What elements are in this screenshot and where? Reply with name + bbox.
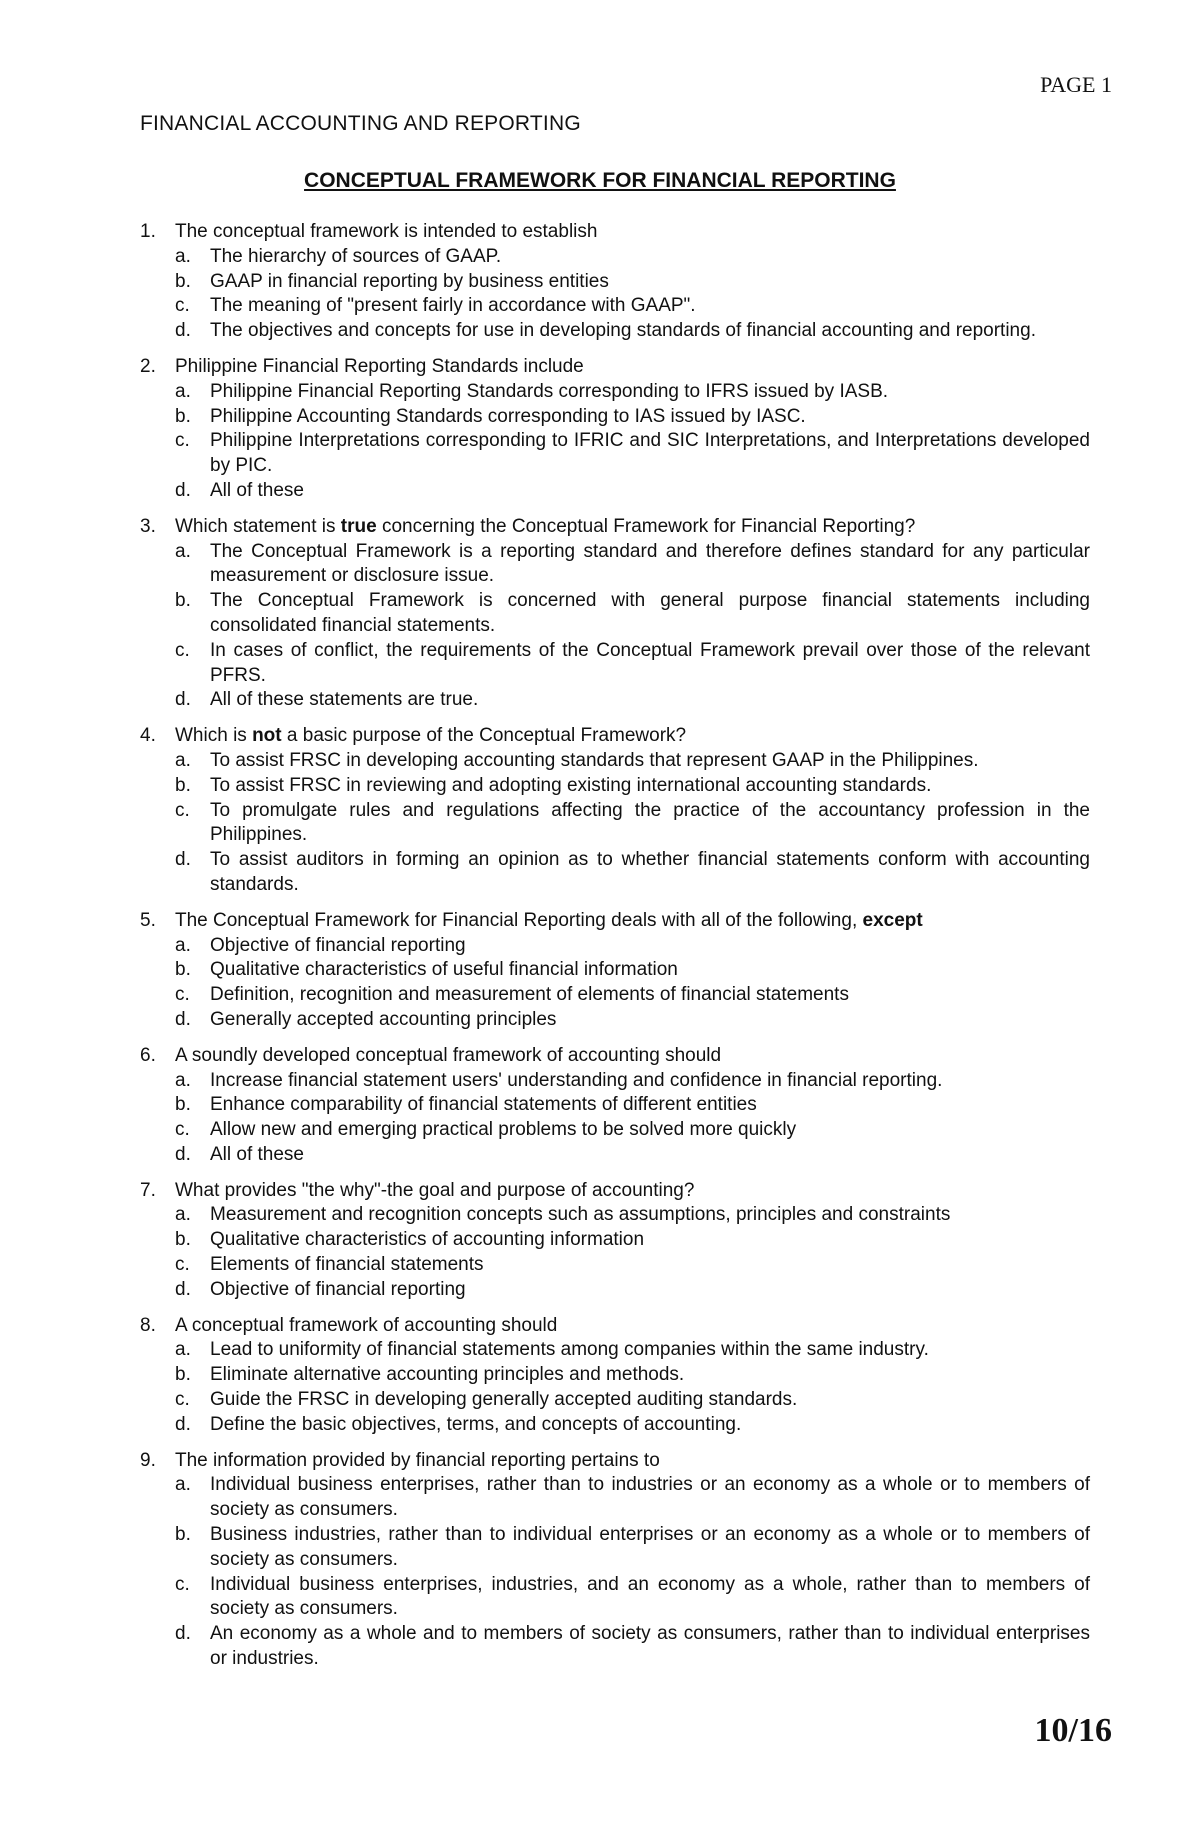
option-text: Eliminate alternative accounting principles and methods. <box>210 1364 685 1386</box>
question-number: 2. <box>140 355 156 377</box>
question-number: 7. <box>140 1179 156 1201</box>
option-letter: b. <box>175 1524 191 1546</box>
question-number: 3. <box>140 515 156 537</box>
option-letter: d. <box>175 689 191 711</box>
option-text: In cases of conflict, the requirements of the Conceptual Framework prevail over those of the relevant PFRS. <box>210 639 1090 686</box>
option-letter: b. <box>175 774 191 796</box>
option-letter: a. <box>175 245 191 267</box>
option-c <box>140 429 1090 479</box>
option-letter: d. <box>175 1413 191 1435</box>
option-letter: c. <box>175 1119 190 1141</box>
option-text: The hierarchy of sources of GAAP. <box>210 245 502 267</box>
question-number: 5. <box>140 909 156 931</box>
question-text <box>175 724 1090 749</box>
option-text: To promulgate rules and regulations affecting the practice of the accountancy profession in the Philippines. <box>210 799 1090 846</box>
question-number: 9. <box>140 1449 156 1471</box>
question-6 <box>140 1044 1090 1168</box>
option-text: The Conceptual Framework is concerned with general purpose financial statements including consolidated financial statements. <box>210 590 1090 636</box>
option-text: Allow new and emerging practical problems to be solved more quickly <box>210 1119 797 1141</box>
option-letter: b. <box>175 1094 191 1116</box>
question-list <box>140 220 1090 1683</box>
question-text-part: a basic purpose of the Conceptual Framework? <box>281 725 687 747</box>
option-c <box>140 799 1090 849</box>
question-text-part: concerning the Conceptual Framework for Financial Reporting? <box>376 515 916 537</box>
option-text: The meaning of "present fairly in accordance with GAAP". <box>210 295 696 317</box>
option-text: Generally accepted accounting principles <box>210 1008 557 1030</box>
question-text-part: The Conceptual Framework for Financial Reporting deals with all of the following, <box>175 909 863 931</box>
option-c <box>140 1388 1090 1413</box>
option-b <box>140 1093 1090 1118</box>
question-keyword: not <box>252 725 282 747</box>
option-d <box>140 1278 1090 1303</box>
question-number: 8. <box>140 1314 156 1336</box>
option-b <box>140 958 1090 983</box>
option-d <box>140 479 1090 504</box>
document-title: CONCEPTUAL FRAMEWORK FOR FINANCIAL REPORTING <box>304 169 896 192</box>
option-letter: a. <box>175 1204 191 1226</box>
option-c <box>140 1573 1090 1623</box>
option-text: Enhance comparability of financial statements of different entities <box>210 1094 757 1116</box>
option-letter: b. <box>175 270 191 292</box>
option-b <box>140 1523 1090 1573</box>
option-a <box>140 540 1090 590</box>
option-text: All of these <box>210 1143 304 1165</box>
option-text: To assist auditors in forming an opinion as to whether financial statements conform with accounting standards. <box>210 849 1090 895</box>
option-letter: d. <box>175 1008 191 1030</box>
option-letter: a. <box>175 1339 191 1361</box>
question-1 <box>140 220 1090 344</box>
question-text-part: Which statement is <box>175 515 341 537</box>
option-text: An economy as a whole and to members of society as consumers, rather than to individual enterprises or industries. <box>210 1623 1090 1670</box>
page-label: PAGE 1 <box>1040 72 1112 97</box>
option-letter: b. <box>175 405 191 427</box>
option-letter: c. <box>175 430 190 452</box>
option-letter: c. <box>175 295 190 317</box>
option-letter: b. <box>175 1229 191 1251</box>
option-letter: d. <box>175 849 191 871</box>
option-a <box>140 1473 1090 1523</box>
option-letter: c. <box>175 1389 190 1411</box>
option-text: To assist FRSC in reviewing and adopting existing international accounting standards. <box>210 774 932 796</box>
question-4 <box>140 724 1090 898</box>
option-letter: c. <box>175 799 190 821</box>
question-text: Philippine Financial Reporting Standards include <box>175 355 584 377</box>
option-d <box>140 1143 1090 1168</box>
option-d <box>140 1413 1090 1438</box>
option-text: Increase financial statement users' understanding and confidence in financial reporting. <box>210 1069 943 1091</box>
question-text: A conceptual framework of accounting should <box>175 1314 558 1336</box>
option-b <box>140 270 1090 295</box>
question-keyword: except <box>862 909 923 931</box>
option-d <box>140 1008 1090 1033</box>
question-number: 4. <box>140 725 156 747</box>
option-letter: c. <box>175 1254 190 1276</box>
option-text: GAAP in financial reporting by business entities <box>210 270 609 292</box>
option-b <box>140 1228 1090 1253</box>
option-text: Philippine Accounting Standards corresponding to IAS issued by IASC. <box>210 405 806 427</box>
option-text: Define the basic objectives, terms, and concepts of accounting. <box>210 1413 742 1435</box>
option-text: To assist FRSC in developing accounting standards that represent GAAP in the Philippines. <box>210 749 979 771</box>
option-a <box>140 1203 1090 1228</box>
option-b <box>140 405 1090 430</box>
question-text: What provides "the why"-the goal and purpose of accounting? <box>175 1179 695 1201</box>
option-text: Objective of financial reporting <box>210 934 466 956</box>
option-c <box>140 1118 1090 1143</box>
option-d <box>140 848 1090 898</box>
question-keyword: true <box>340 515 377 537</box>
option-text: Individual business enterprises, industries, and an economy as a whole, rather than to members of society as consumers. <box>210 1573 1090 1620</box>
option-a <box>140 245 1090 270</box>
option-text: Elements of financial statements <box>210 1254 484 1276</box>
option-a <box>140 380 1090 405</box>
option-text: Definition, recognition and measurement of elements of financial statements <box>210 984 849 1006</box>
option-text: Philippine Interpretations corresponding to IFRIC and SIC Interpretations, and Interpretations developed by PIC. <box>210 430 1090 477</box>
course-title: FINANCIAL ACCOUNTING AND REPORTING <box>140 112 581 135</box>
option-text: Objective of financial reporting <box>210 1278 466 1300</box>
question-text: The information provided by financial reporting pertains to <box>175 1449 660 1471</box>
option-c <box>140 983 1090 1008</box>
option-text: Qualitative characteristics of useful financial information <box>210 959 678 981</box>
option-letter: a. <box>175 540 191 562</box>
option-text: The Conceptual Framework is a reporting standard and therefore defines standard for any particular measurement or disclosure issue. <box>210 540 1090 587</box>
option-letter: c. <box>175 1573 190 1595</box>
option-d <box>140 688 1090 713</box>
question-9 <box>140 1449 1090 1672</box>
question-8 <box>140 1314 1090 1438</box>
option-a <box>140 934 1090 959</box>
question-7 <box>140 1179 1090 1303</box>
option-d <box>140 319 1090 344</box>
option-text: Measurement and recognition concepts such as assumptions, principles and constraints <box>210 1204 951 1226</box>
option-d <box>140 1622 1090 1672</box>
option-letter: a. <box>175 1474 191 1496</box>
question-2 <box>140 355 1090 504</box>
option-a <box>140 749 1090 774</box>
question-3 <box>140 515 1090 713</box>
option-letter: c. <box>175 639 190 661</box>
option-text: Individual business enterprises, rather than to industries or an economy as a whole or to members of society as consumers. <box>210 1474 1090 1521</box>
option-letter: a. <box>175 749 191 771</box>
option-letter: d. <box>175 1623 191 1645</box>
option-text: All of these <box>210 479 304 501</box>
option-letter: b. <box>175 1364 191 1386</box>
question-text <box>175 909 1090 934</box>
option-letter: d. <box>175 320 191 342</box>
option-c <box>140 294 1090 319</box>
question-number: 6. <box>140 1044 156 1066</box>
option-text: All of these statements are true. <box>210 689 479 711</box>
option-text: Guide the FRSC in developing generally accepted auditing standards. <box>210 1389 798 1411</box>
option-letter: d. <box>175 1143 191 1165</box>
question-text-part: Which is <box>175 725 253 747</box>
option-text: Qualitative characteristics of accounting information <box>210 1229 645 1251</box>
option-b <box>140 589 1090 639</box>
option-letter: c. <box>175 984 190 1006</box>
option-b <box>140 1363 1090 1388</box>
option-text: Business industries, rather than to individual enterprises or an economy as a whole or to members of society as consumers. <box>210 1524 1090 1570</box>
option-text: Lead to uniformity of financial statements among companies within the same industry. <box>210 1339 929 1361</box>
option-text: The objectives and concepts for use in developing standards of financial accounting and reporting. <box>210 320 1036 342</box>
option-letter: a. <box>175 380 191 402</box>
question-text <box>175 515 1090 540</box>
option-text: Philippine Financial Reporting Standards corresponding to IFRS issued by IASB. <box>210 380 889 402</box>
option-letter: b. <box>175 959 191 981</box>
option-c <box>140 1253 1090 1278</box>
option-a <box>140 1338 1090 1363</box>
option-c <box>140 639 1090 689</box>
option-letter: b. <box>175 590 191 612</box>
question-number: 1. <box>140 221 156 242</box>
score-label: 10/16 <box>1034 1712 1112 1749</box>
question-text: The conceptual framework is intended to establish <box>175 221 598 242</box>
option-a <box>140 1069 1090 1094</box>
option-b <box>140 774 1090 799</box>
option-letter: a. <box>175 1069 191 1091</box>
option-letter: d. <box>175 479 191 501</box>
question-text: A soundly developed conceptual framework of accounting should <box>175 1044 722 1066</box>
question-5 <box>140 909 1090 1033</box>
option-letter: a. <box>175 934 191 956</box>
option-letter: d. <box>175 1278 191 1300</box>
